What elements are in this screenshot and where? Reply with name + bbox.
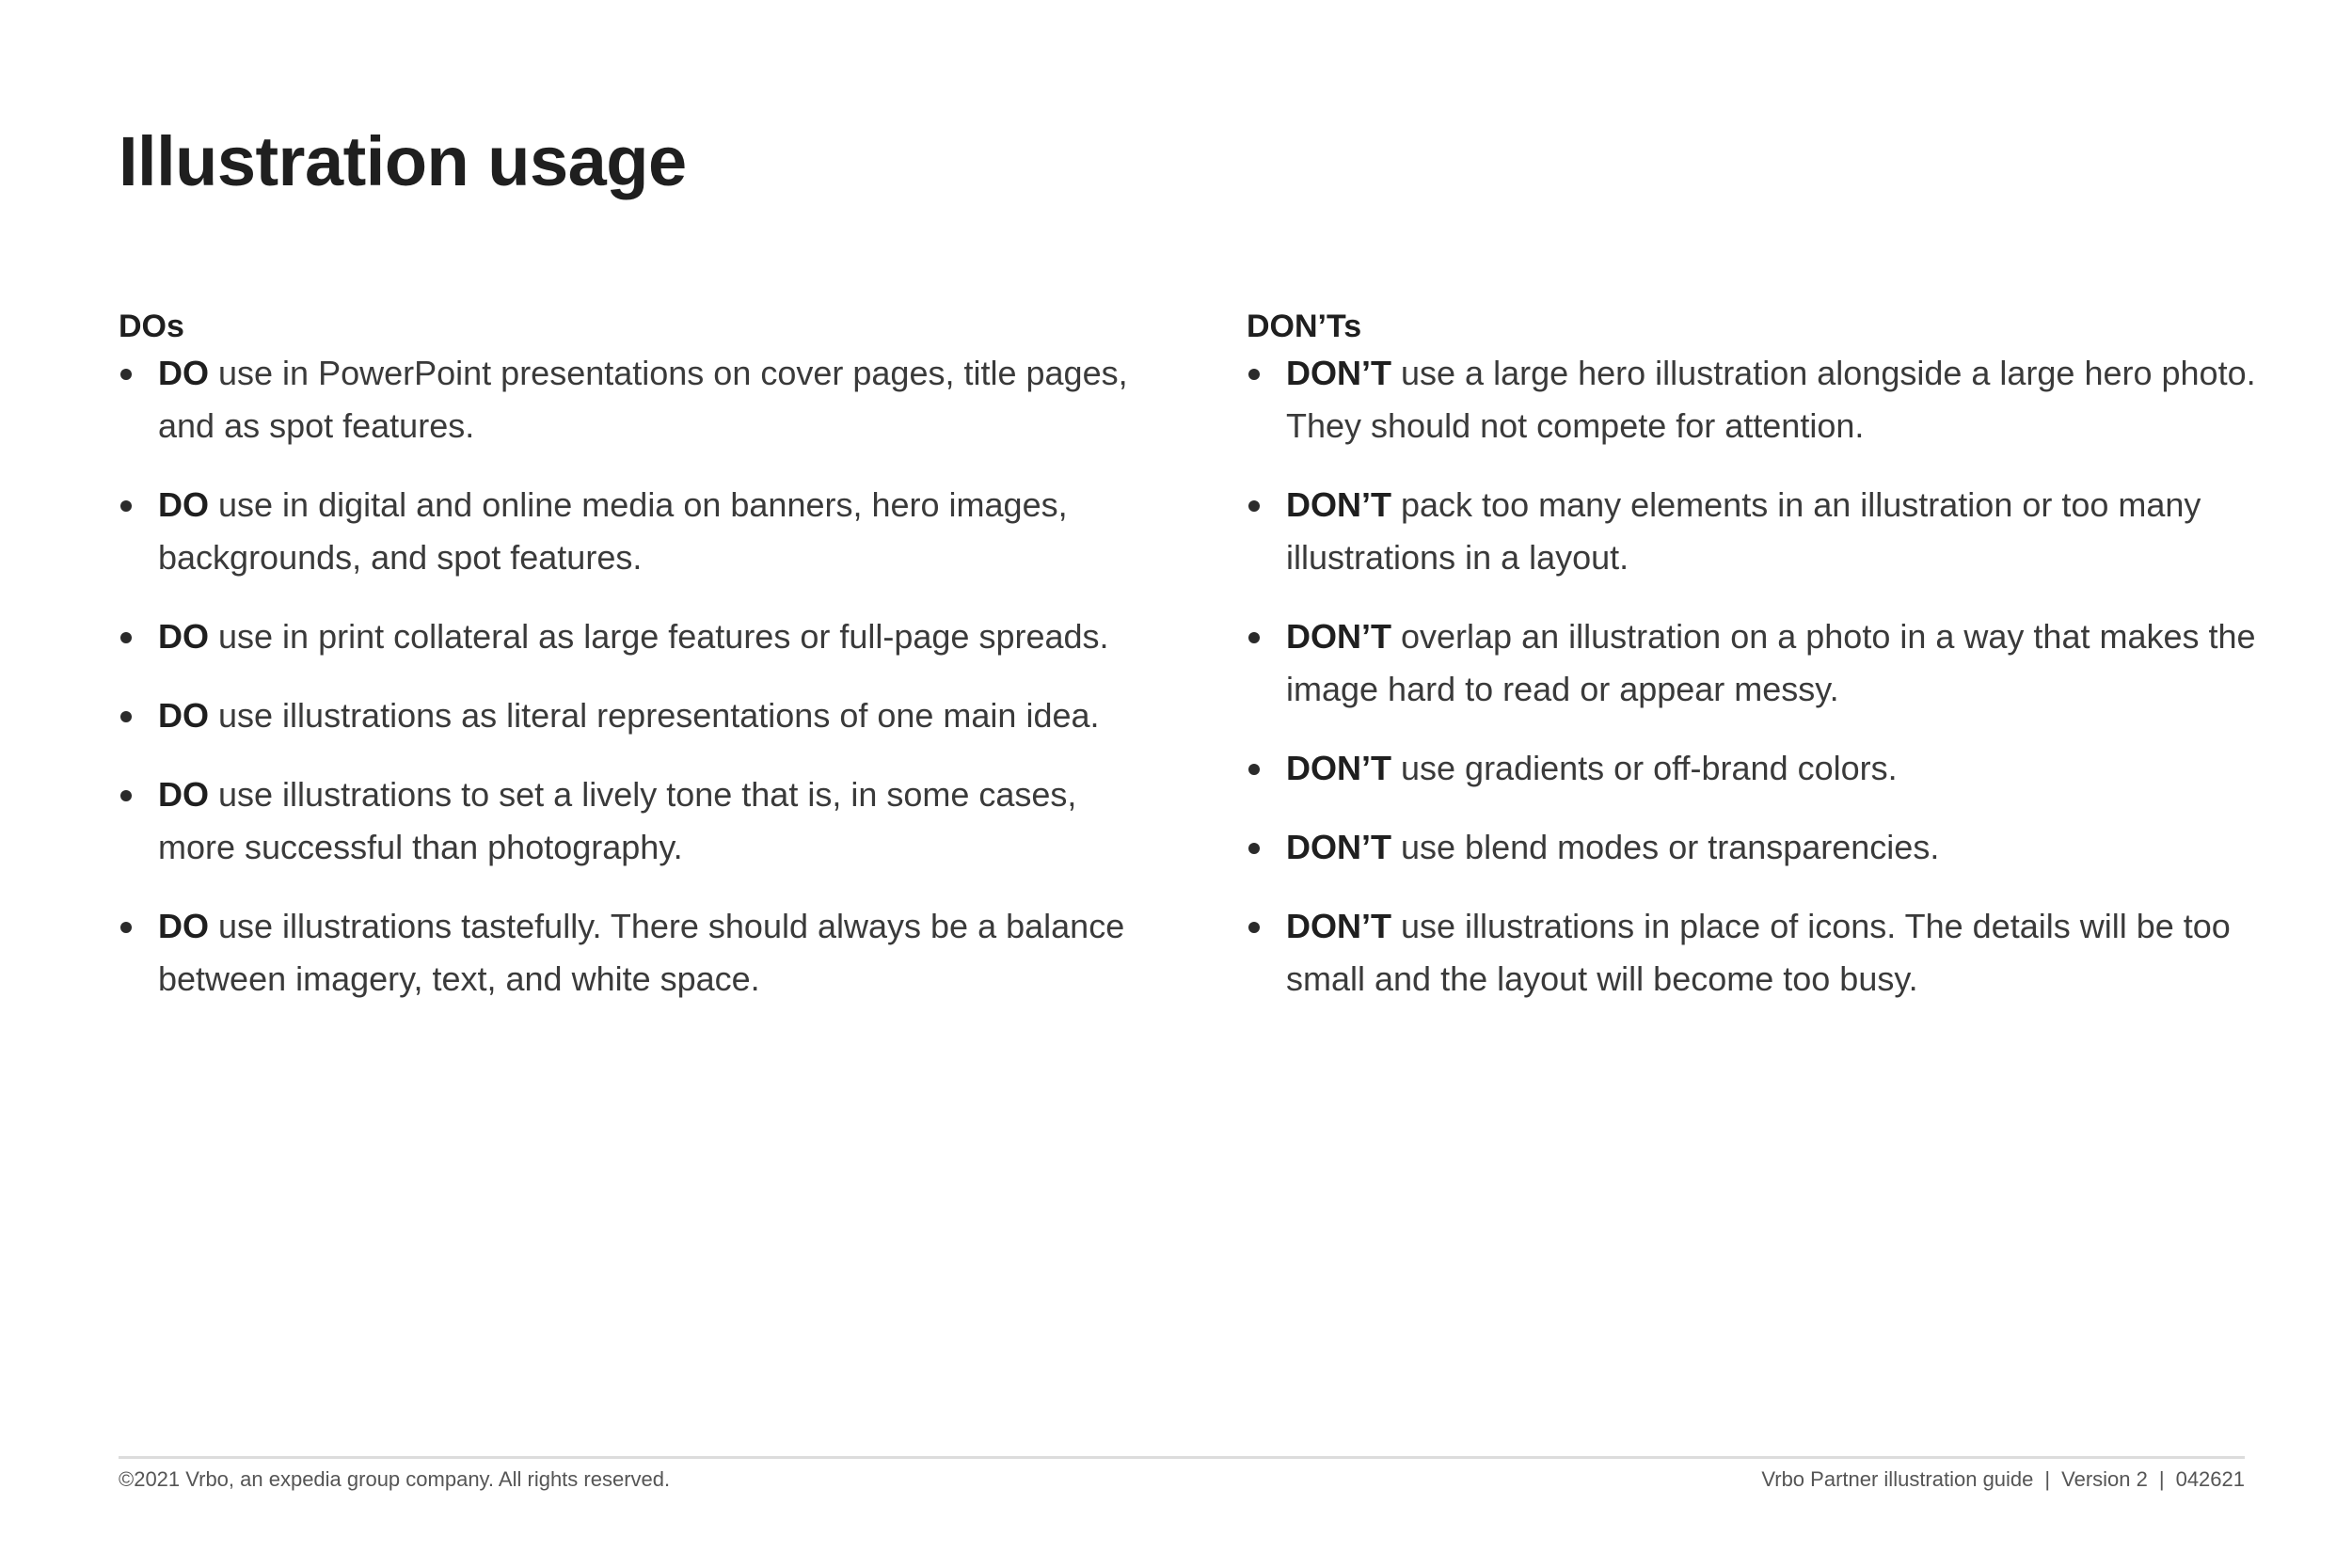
footer-divider — [119, 1456, 2245, 1459]
list-item — [1247, 900, 2281, 1006]
bullet-lead: DO — [158, 485, 209, 524]
footer-doc-info — [1761, 1465, 2245, 1494]
bullet-icon — [1248, 632, 1260, 643]
bullet-text: use a large hero illustration alongside a large hero photo. They should not compete for attention. — [1286, 354, 2256, 445]
bullet-text: use in print collateral as large features or full-page spreads. — [209, 617, 1109, 656]
bullet-text: use illustrations to set a lively tone that is, in some cases, more successful than photography. — [158, 775, 1077, 866]
bullet-text: use in PowerPoint presentations on cover pages, title pages, and as spot features. — [158, 354, 1128, 445]
bullet-icon — [120, 632, 132, 643]
list-item — [1247, 742, 2281, 795]
bullet-text: use blend modes or transparencies. — [1391, 828, 1940, 866]
bullet-icon — [120, 711, 132, 722]
bullet-text: use illustrations as literal representations of one main idea. — [209, 696, 1100, 735]
list-item — [119, 900, 1135, 1006]
page-title: Illustration usage — [119, 122, 687, 200]
bullet-icon — [1248, 369, 1260, 380]
bullet-icon — [120, 500, 132, 512]
footer-doc-code: 042621 — [2175, 1467, 2245, 1491]
bullet-lead: DO — [158, 775, 209, 814]
bullet-icon — [120, 922, 132, 933]
bullet-text: use illustrations tastefully. There should always be a balance between imagery, text, and white space. — [158, 907, 1125, 998]
dos-column — [119, 306, 1135, 1032]
bullet-icon — [1248, 764, 1260, 775]
footer-copyright: ©2021 Vrbo, an expedia group company. All rights reserved. — [119, 1467, 671, 1491]
bullet-lead: DON’T — [1286, 907, 1391, 945]
list-item — [1247, 610, 2281, 716]
bullet-text: use gradients or off-brand colors. — [1391, 749, 1898, 787]
bullet-icon — [120, 790, 132, 801]
bullet-lead: DO — [158, 354, 209, 392]
bullet-icon — [1248, 843, 1260, 854]
dos-heading: DOs — [119, 309, 184, 344]
bullet-lead: DON’T — [1286, 617, 1391, 656]
bullet-lead: DON’T — [1286, 749, 1391, 787]
bullet-lead: DO — [158, 907, 209, 945]
footer-guide-name: Vrbo Partner illustration guide — [1761, 1467, 2034, 1491]
list-item — [1247, 821, 2281, 874]
bullet-text: use in digital and online media on banners, hero images, backgrounds, and spot features. — [158, 485, 1068, 577]
bullet-lead: DON’T — [1286, 354, 1391, 392]
list-item — [119, 347, 1135, 452]
bullet-icon — [120, 369, 132, 380]
list-item — [119, 610, 1135, 663]
footer-separator: | — [2044, 1467, 2051, 1491]
donts-column — [1247, 306, 2281, 1032]
list-item — [1247, 479, 2281, 584]
donts-heading: DON’Ts — [1247, 309, 1362, 344]
bullet-icon — [1248, 922, 1260, 933]
bullet-lead: DON’T — [1286, 485, 1391, 524]
bullet-icon — [1248, 500, 1260, 512]
footer-separator: | — [2158, 1467, 2165, 1491]
bullet-text: overlap an illustration on a photo in a way that makes the image hard to read or appear messy. — [1286, 617, 2256, 708]
list-item — [119, 479, 1135, 584]
bullet-lead: DON’T — [1286, 828, 1391, 866]
list-item — [1247, 347, 2281, 452]
donts-list — [1247, 347, 2281, 1006]
footer-version: Version 2 — [2061, 1467, 2148, 1491]
list-item — [119, 768, 1135, 874]
bullet-text: use illustrations in place of icons. The details will be too small and the layout will become too busy. — [1286, 907, 2231, 998]
list-item — [119, 689, 1135, 742]
bullet-lead: DO — [158, 617, 209, 656]
bullet-lead: DO — [158, 696, 209, 735]
bullet-text: pack too many elements in an illustration or too many illustrations in a layout. — [1286, 485, 2201, 577]
dos-list — [119, 347, 1135, 1006]
